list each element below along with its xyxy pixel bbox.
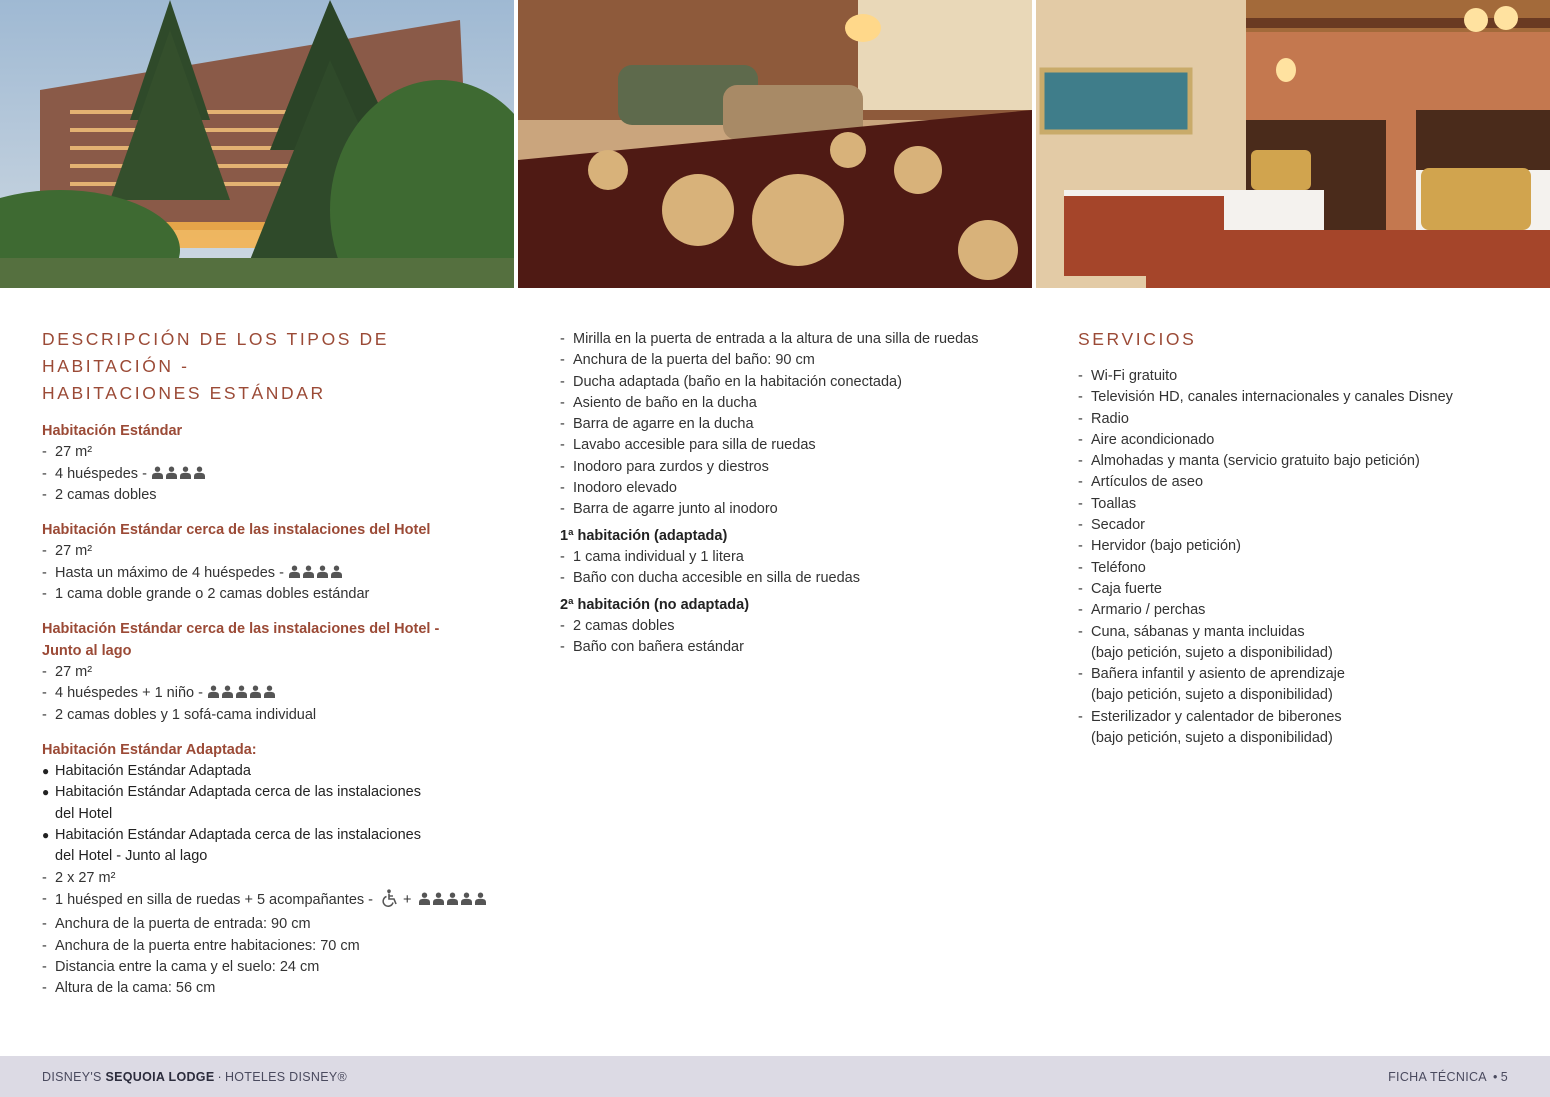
person-icon — [221, 685, 234, 698]
list-item: - Caja fuerte — [1078, 579, 1518, 600]
person-icon — [249, 685, 262, 698]
adapted-room-title: Habitación Estándar Adaptada: — [42, 741, 257, 758]
lake-room-title: Habitación Estándar cerca de las instalaciones del Hotel - — [42, 621, 440, 638]
list-item: - Inodoro para zurdos y diestros — [560, 457, 1040, 478]
adapted-room-size: - 2 x 27 m² — [42, 868, 522, 889]
adapted-bullet-2: ● Habitación Estándar Adaptada cerca de las instalaciones — [42, 782, 522, 803]
footer-page-info: FICHA TÉCNICA • 5 — [1388, 1070, 1508, 1084]
list-item: - Inodoro elevado — [560, 478, 1040, 499]
person-icon — [446, 892, 459, 905]
list-item: - Secador — [1078, 515, 1518, 536]
person-icon — [474, 892, 487, 905]
list-item: - Cuna, sábanas y manta incluidas — [1078, 622, 1518, 643]
list-item: - Aire acondicionado — [1078, 430, 1518, 451]
lake-room-beds: - 2 camas dobles y 1 sofá-cama individual — [42, 705, 522, 726]
page-footer — [0, 1056, 1550, 1097]
list-item-cont: (bajo petición, sujeto a disponibilidad) — [1091, 730, 1333, 747]
room-interior-photo — [1036, 0, 1550, 288]
person-icon — [316, 565, 329, 578]
person-icon — [302, 565, 315, 578]
list-item: - Hervidor (bajo petición) — [1078, 536, 1518, 557]
adapted-bullet-1: ● Habitación Estándar Adaptada — [42, 761, 522, 782]
person-icon — [418, 892, 431, 905]
list-item: - Bañera infantil y asiento de aprendizaje — [1078, 664, 1518, 685]
person-icon — [330, 565, 343, 578]
footer-brand: DISNEY'S SEQUOIA LODGE · HOTELES DISNEY® — [42, 1070, 348, 1084]
person-icon — [432, 892, 445, 905]
entrance-door-width: - Anchura de la puerta de entrada: 90 cm — [42, 914, 522, 935]
standard-room-size: - 27 m² — [42, 442, 522, 463]
services-list — [1078, 366, 1518, 749]
person-icon — [151, 466, 164, 479]
bed-close-up-photo — [518, 0, 1032, 288]
person-icon — [207, 685, 220, 698]
list-item: - Baño con ducha accesible en silla de ruedas — [560, 568, 1040, 589]
list-item: - Lavabo accesible para silla de ruedas — [560, 435, 1040, 456]
adapted-room-guests: - 1 huésped en silla de ruedas + 5 acompañantes - + — [42, 889, 522, 914]
list-item-cont: (bajo petición, sujeto a disponibilidad) — [1091, 644, 1333, 661]
person-icon — [179, 466, 192, 479]
guests-icon-group — [288, 565, 343, 578]
list-item: - Ducha adaptada (baño en la habitación conectada) — [560, 372, 1040, 393]
list-item: - Armario / perchas — [1078, 600, 1518, 621]
standard-room-title: Habitación Estándar — [42, 423, 183, 439]
room2-title: 2ª habitación (no adaptada) — [560, 596, 750, 613]
room-types-column — [42, 326, 522, 999]
room1-block — [560, 526, 1040, 590]
room-types-heading: DESCRIPCIÓN DE LOS TIPOS DE HABITACIÓN - HABITACIONES ESTÁNDAR — [42, 329, 390, 403]
lake-room-size: - 27 m² — [42, 662, 522, 683]
between-door-width: - Anchura de la puerta entre habitaciones: 70 cm — [42, 936, 522, 957]
standard-room-beds: - 2 camas dobles — [42, 485, 522, 506]
person-icon — [193, 466, 206, 479]
list-item-cont: (bajo petición, sujeto a disponibilidad) — [1091, 687, 1333, 704]
room2-block — [560, 595, 1040, 659]
guests-icon-group — [418, 892, 487, 905]
person-icon — [288, 565, 301, 578]
guests-icon-group — [207, 685, 276, 698]
list-item: - Radio — [1078, 409, 1518, 430]
list-item: - Barra de agarre en la ducha — [560, 414, 1040, 435]
list-item: - Mirilla en la puerta de entrada a la altura de una silla de ruedas — [560, 329, 1040, 350]
list-item: - Anchura de la puerta del baño: 90 cm — [560, 350, 1040, 371]
wheelchair-icon — [381, 889, 399, 914]
list-item: - Barra de agarre junto al inodoro — [560, 499, 1040, 520]
section-label: FICHA TÉCNICA — [1388, 1070, 1487, 1084]
list-item: - Televisión HD, canales internacionales y canales Disney — [1078, 387, 1518, 408]
bed-floor-distance: - Distancia entre la cama y el suelo: 24 cm — [42, 957, 522, 978]
photo-strip — [0, 0, 1550, 288]
hotel-name: SEQUOIA LODGE — [105, 1070, 215, 1084]
accessibility-column — [560, 326, 1040, 658]
list-item: - Baño con bañera estándar — [560, 637, 1040, 658]
list-item: - Wi-Fi gratuito — [1078, 366, 1518, 387]
list-item: - Artículos de aseo — [1078, 472, 1518, 493]
page-number: 5 — [1500, 1070, 1508, 1084]
person-icon — [165, 466, 178, 479]
standard-room-guests: - 4 huéspedes - — [42, 464, 522, 485]
list-item: - Almohadas y manta (servicio gratuito bajo petición) — [1078, 451, 1518, 472]
person-icon — [235, 685, 248, 698]
room1-title: 1ª habitación (adaptada) — [560, 527, 728, 544]
services-heading: SERVICIOS — [1078, 329, 1197, 349]
list-item: - Asiento de baño en la ducha — [560, 393, 1040, 414]
adapted-bullet-2-cont: del Hotel — [55, 805, 113, 822]
person-icon — [263, 685, 276, 698]
person-icon — [460, 892, 473, 905]
near-room-guests: - Hasta un máximo de 4 huéspedes - — [42, 563, 522, 584]
adapted-room-block — [42, 740, 522, 1000]
list-item: - 2 camas dobles — [560, 616, 1040, 637]
hotel-exterior-photo — [0, 0, 514, 288]
near-room-block — [42, 520, 522, 605]
near-room-size: - 27 m² — [42, 541, 522, 562]
lake-room-title-cont: Junto al lago — [42, 642, 132, 659]
bed-height: - Altura de la cama: 56 cm — [42, 978, 522, 999]
adapted-bullet-3-cont: del Hotel - Junto al lago — [55, 848, 208, 865]
guests-icon-group — [151, 466, 206, 479]
near-room-beds: - 1 cama doble grande o 2 camas dobles estándar — [42, 584, 522, 605]
near-room-title: Habitación Estándar cerca de las instalaciones del Hotel — [42, 522, 431, 539]
services-column — [1078, 326, 1518, 749]
standard-room-block — [42, 421, 522, 506]
list-item: - Teléfono — [1078, 558, 1518, 579]
adapted-bullet-3: ● Habitación Estándar Adaptada cerca de las instalaciones — [42, 825, 522, 846]
lake-room-block — [42, 619, 522, 725]
list-item: - 1 cama individual y 1 litera — [560, 547, 1040, 568]
list-item: - Esterilizador y calentador de biberones — [1078, 707, 1518, 728]
list-item: - Toallas — [1078, 494, 1518, 515]
accessibility-list — [560, 329, 1040, 521]
lake-room-guests: - 4 huéspedes + 1 niño - — [42, 683, 522, 704]
